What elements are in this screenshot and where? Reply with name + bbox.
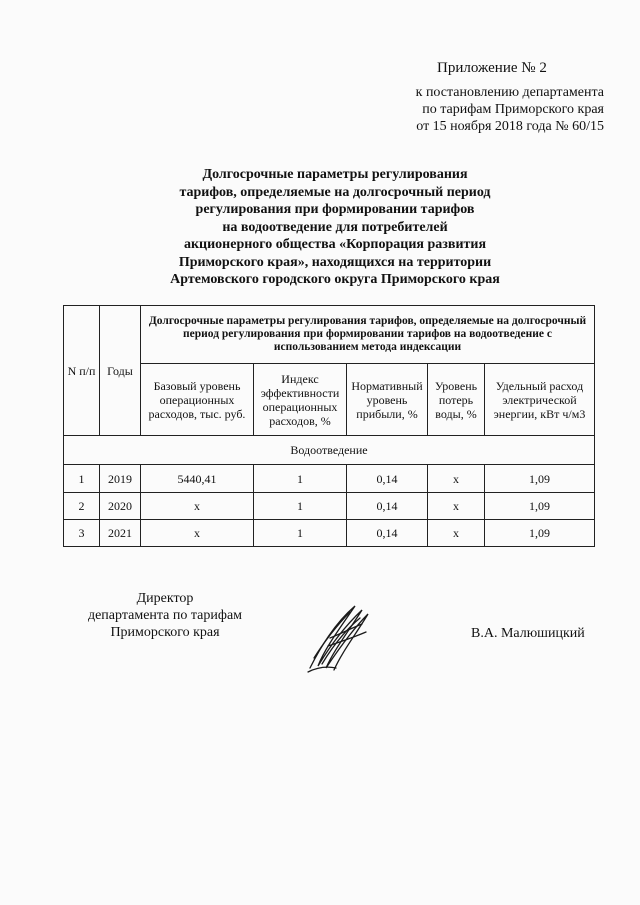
cell-number: 1 — [64, 465, 100, 493]
appendix-reference — [388, 84, 604, 135]
title-line: тарифов, определяемые на долгосрочный период — [179, 184, 491, 200]
cell-year: 2020 — [100, 493, 141, 520]
position-line: департамента по тарифам — [87, 608, 243, 623]
cell-efficiency-index: 1 — [254, 465, 347, 493]
cell-year: 2021 — [100, 520, 141, 547]
header-efficiency-index: Индекс эффективности операционных расходов, % — [254, 364, 347, 436]
appendix-number: Приложение № 2 — [437, 60, 547, 76]
title-line: на водоотведение для потребителей — [222, 219, 448, 235]
handwritten-signature — [300, 598, 380, 678]
title-line: Приморского края», находящихся на территории — [178, 254, 492, 270]
cell-profit-level: 0,14 — [347, 520, 428, 547]
cell-year: 2019 — [100, 465, 141, 493]
cell-efficiency-index: 1 — [254, 493, 347, 520]
cell-water-losses: х — [428, 465, 485, 493]
header-base-expenses: Базовый уровень операционных расходов, тыс. руб. — [141, 364, 254, 436]
cell-base-expenses: х — [141, 520, 254, 547]
title-line: Долгосрочные параметры регулирования — [202, 167, 468, 182]
cell-water-losses: х — [428, 493, 485, 520]
header-profit-level: Нормативный уровень прибыли, % — [347, 364, 428, 436]
table-row — [64, 520, 595, 547]
header-row-number: N п/п — [64, 306, 100, 436]
appendix-ref-line: по тарифам Приморского края — [422, 102, 604, 117]
cell-base-expenses: 5440,41 — [141, 465, 254, 493]
tariff-parameters-table — [63, 305, 595, 547]
position-line: Директор — [136, 591, 194, 606]
table-row — [64, 493, 595, 520]
title-line: регулирования при формировании тарифов — [195, 202, 475, 217]
title-line: акционерного общества «Корпорация развития — [183, 237, 487, 252]
cell-energy-consumption: 1,09 — [485, 465, 595, 493]
header-years: Годы — [100, 306, 141, 436]
title-line: Артемовского городского округа Приморского края — [170, 272, 500, 287]
position-line: Приморского края — [110, 625, 220, 640]
appendix-ref-line: от 15 ноября 2018 года № 60/15 — [416, 119, 604, 134]
section-label: Водоотведение — [64, 436, 595, 465]
signatory-position — [75, 590, 255, 641]
cell-energy-consumption: 1,09 — [485, 493, 595, 520]
cell-profit-level: 0,14 — [347, 465, 428, 493]
cell-base-expenses: х — [141, 493, 254, 520]
appendix-ref-line: к постановлению департамента — [415, 85, 604, 100]
header-water-losses: Уровень потерь воды, % — [428, 364, 485, 436]
header-group-parameters: Долгосрочные параметры регулирования тарифов, определяемые на долгосрочный период регулирования при формировании тарифов на водоотведение с использованием метода индексации — [141, 306, 595, 364]
table-row — [64, 465, 595, 493]
cell-energy-consumption: 1,09 — [485, 520, 595, 547]
document-title — [140, 166, 530, 289]
signatory-name: В.А. Малюшицкий — [471, 626, 585, 641]
cell-number: 3 — [64, 520, 100, 547]
header-energy-consumption: Удельный расход электрической энергии, кВт ч/м3 — [485, 364, 595, 436]
cell-water-losses: х — [428, 520, 485, 547]
cell-efficiency-index: 1 — [254, 520, 347, 547]
cell-number: 2 — [64, 493, 100, 520]
cell-profit-level: 0,14 — [347, 493, 428, 520]
